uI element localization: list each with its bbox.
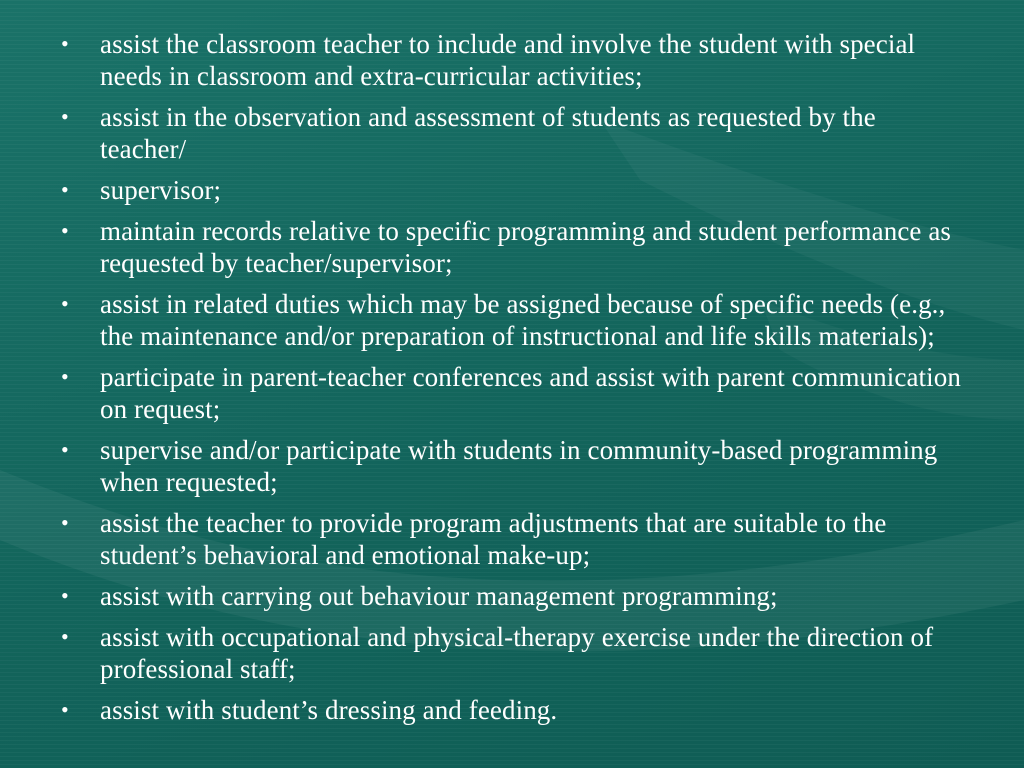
bullet-text: participate in parent-teacher conferences and assist with parent communication on request;	[100, 362, 961, 424]
bullet-item	[58, 621, 968, 685]
bullet-point-icon: •	[61, 364, 69, 389]
bullet-item	[58, 361, 968, 425]
bullet-text: maintain records relative to specific programming and student performance as requested by teacher/supervisor;	[100, 216, 952, 278]
bullet-point-icon: •	[61, 218, 69, 243]
bullet-text: assist with student’s dressing and feeding.	[100, 695, 558, 725]
bullet-point-icon: •	[61, 510, 69, 535]
bullet-point-icon: •	[61, 177, 69, 202]
bullet-item	[58, 288, 968, 352]
bullet-text: assist the classroom teacher to include and involve the student with special needs in classroom and extra-curricular activities;	[100, 29, 916, 91]
bullet-item	[58, 507, 968, 571]
slide-content	[58, 28, 968, 735]
bullet-text: supervise and/or participate with students in community-based programming when requested;	[100, 435, 938, 497]
bullet-text: assist with carrying out behaviour management programming;	[100, 581, 778, 611]
bullet-point-icon: •	[61, 291, 69, 316]
bullet-point-icon: •	[61, 437, 69, 462]
bullet-list	[58, 28, 968, 726]
bullet-item	[58, 694, 968, 726]
bullet-item	[58, 580, 968, 612]
bullet-text: supervisor;	[100, 175, 222, 205]
bullet-text: assist in the observation and assessment of students as requested by the teacher/	[100, 102, 876, 164]
bullet-text: assist the teacher to provide program adjustments that are suitable to the student’s behavioral and emotional make-up;	[100, 508, 887, 570]
bullet-item	[58, 215, 968, 279]
bullet-text: assist in related duties which may be assigned because of specific needs (e.g., the maintenance and/or preparation of instructional and life skills materials);	[100, 289, 946, 351]
bullet-text: assist with occupational and physical-therapy exercise under the direction of professional staff;	[100, 622, 934, 684]
bullet-item	[58, 28, 968, 92]
bullet-point-icon: •	[61, 31, 69, 56]
bullet-point-icon: •	[61, 697, 69, 722]
bullet-point-icon: •	[61, 583, 69, 608]
bullet-item	[58, 434, 968, 498]
bullet-point-icon: •	[61, 104, 69, 129]
bullet-item	[58, 101, 968, 165]
bullet-item	[58, 174, 968, 206]
bullet-point-icon: •	[61, 624, 69, 649]
